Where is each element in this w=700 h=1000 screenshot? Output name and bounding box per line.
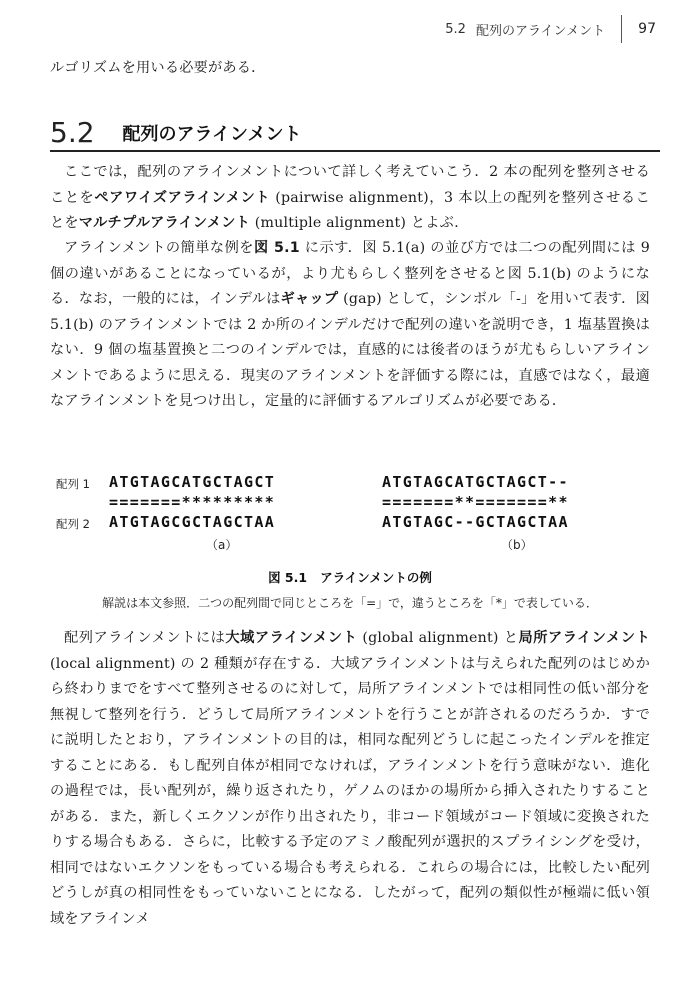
figure-caption-number: 図 5.1	[268, 570, 308, 585]
figure-caption	[0, 568, 700, 586]
term-gap: ギャップ	[280, 291, 339, 307]
seq2-label: 配列 2	[56, 517, 90, 531]
paragraph-3	[50, 626, 650, 932]
carryover-line: ルゴリズムを用いる必要がある．	[50, 60, 266, 76]
section-heading	[50, 112, 660, 152]
page-number: 97	[638, 21, 656, 37]
para3-text-2: (global alignment) と	[357, 630, 519, 646]
para2-text-1: アラインメントの簡単な例を	[64, 240, 254, 256]
alignment-b-label: （b）	[501, 538, 533, 552]
alignment-a-seq1: ATGTAGCATGCTAGCT	[109, 473, 276, 491]
alignment-a-label: （a）	[206, 538, 238, 552]
figure-reference: 図 5.1	[253, 240, 300, 256]
carryover-paragraph	[50, 56, 650, 82]
section-number: 5.2	[50, 116, 95, 149]
header-section-number: 5.2	[445, 21, 466, 37]
alignment-b-match-line: =======**=======**	[382, 493, 569, 511]
term-pairwise-alignment: ペアワイズアラインメント	[94, 189, 271, 206]
para1-text-1: ここでは，配列のアラインメントについて詳しく考えていこう．2 本の配列を整列させることを	[50, 164, 650, 206]
para1-text-2: (pairwise alignment)，3 本以上の配列を整列させることを	[50, 189, 651, 231]
para2-text-2: に示す．図 5.1(a) の並び方では二つの配列間には 9 個の違いがあることになっているが，より尤もらしく整列をさせると図 5.1(b) のようになる．なお，一般的には，インデルは	[50, 240, 650, 307]
figure-note: 解説は本文参照．二つの配列間で同じところを「=」で，違うところを「*」で表している．	[102, 596, 598, 610]
para3-text-3: (local alignment) の 2 種類が存在する．大域アラインメントは与えられた配列のはじめから終わりまでをすべて整列させるのに対して，局所アラインメントでは相同性の低い部分を無視して整列を行う．どうして局所アラインメントを行うことが許されるのだろうか．すでに説明したとおり，アラインメントの目的は，相同な配列どうしに起こったインデルを推定することにある．もし配列自体が相同でなければ，アラインメントを行う意味がない．進化の過程では，長い配列が，繰り返されたり，ゲノムのほかの場所から挿入されたりすることがある．また，新しくエクソンが作り出されたり，非コード領域がコード領域に変換されたりする場合もある．さらに，比較する予定のアミノ酸配列が選択的スプライシングを受け，相同ではないエクソンをもっている場合も考えられる．これらの場合には，比較したい配列どうしが真の相同性をもっていないことになる．したがって，配列の類似性が極端に低い領域をアラインメ	[50, 655, 650, 927]
paragraph-2	[50, 236, 650, 415]
term-multiple-alignment: マルチプルアラインメント	[78, 215, 251, 231]
section-title: 配列のアラインメント	[122, 124, 302, 145]
alignment-a-match-line: =======*********	[109, 493, 276, 511]
paragraph-1	[50, 160, 650, 237]
alignment-b-seq2: ATGTAGC--GCTAGCTAA	[382, 513, 569, 531]
seq1-label: 配列 1	[56, 477, 90, 491]
alignment-b-seq1: ATGTAGCATGCTAGCT--	[382, 473, 569, 491]
alignment-a-seq2: ATGTAGCGCTAGCTAA	[109, 513, 276, 531]
header-section-title: 配列のアラインメント	[475, 23, 606, 39]
term-global-alignment: 大域アラインメント	[225, 630, 358, 646]
para3-text-1: 配列アラインメントには	[64, 630, 226, 646]
header-divider	[621, 15, 622, 43]
para2-text-3: (gap) として，シンボル「-」を用いて表す．図 5.1(b) のアラインメントでは 2 か所のインデルだけで配列の違いを説明でき，1 塩基置換はない．9 個の塩基置換と二つのインデルでは，直感的には後者のほうが尤もらしいアラインメントであるように思える．現実のアラインメントを評価する際には，直感ではなく，最適なアラインメントを見つけ出し，定量的に評価するアルゴリズムが必要である．	[50, 291, 650, 409]
para1-text-3: (multiple alignment) とよぶ．	[250, 215, 469, 231]
figure-caption-title: アラインメントの例	[320, 570, 432, 585]
term-local-alignment: 局所アラインメント	[518, 630, 650, 646]
running-header	[445, 16, 656, 42]
alignment-figure	[56, 470, 656, 560]
